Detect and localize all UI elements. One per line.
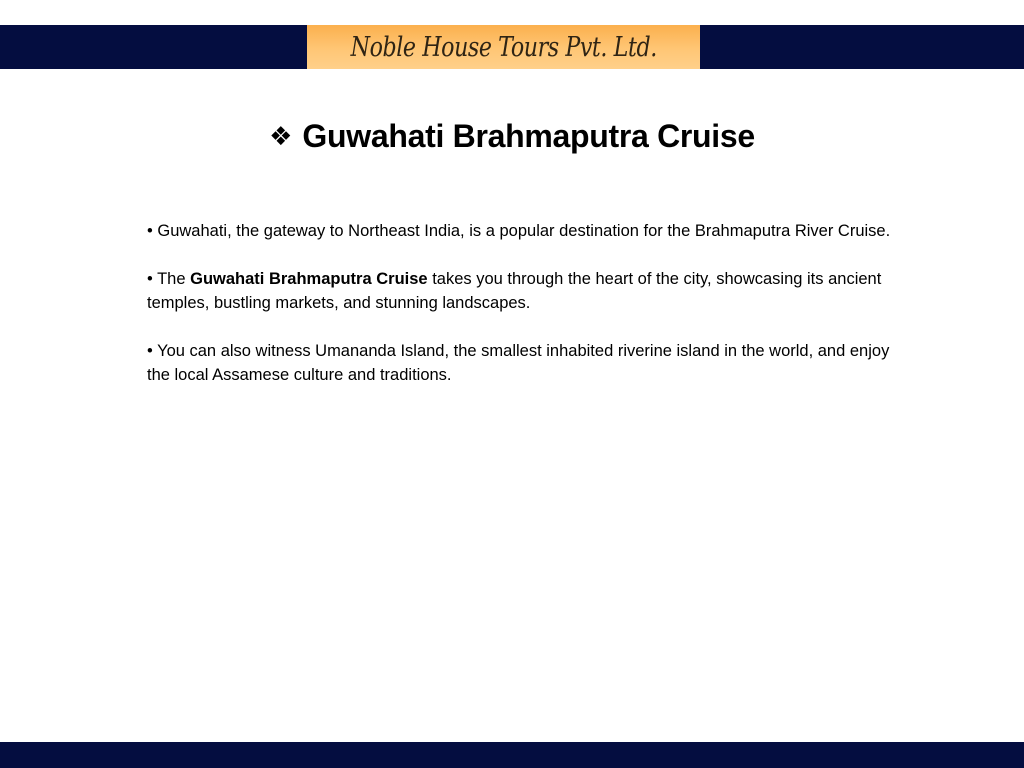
brand-name: Noble House Tours Pvt. Ltd.	[350, 31, 657, 63]
bullet-marker: •	[147, 342, 153, 360]
brand-logo	[307, 25, 700, 69]
slide-title-row	[0, 118, 1024, 155]
bullet-marker: •	[147, 222, 153, 240]
slide-title: Guwahati Brahmaputra Cruise	[302, 118, 755, 154]
bullet-marker: •	[147, 270, 153, 288]
bullet-text: You can also witness Umananda Island, the smallest inhabited riverine island in the world, and enjoy the local Assamese culture and traditions.	[147, 342, 890, 384]
bullet-text-before: The	[157, 270, 186, 288]
bullet-bold-text: Guwahati Brahmaputra Cruise	[190, 270, 428, 288]
bullet-item	[147, 267, 892, 315]
footer-band	[0, 742, 1024, 768]
bullet-text: Guwahati, the gateway to Northeast India, is a popular destination for the Brahmaputra River Cruise.	[157, 222, 891, 240]
bullet-item	[147, 339, 892, 387]
bullet-item	[147, 219, 892, 243]
bullet-text-after: takes you through the heart of the city, showcasing its ancient temples, bustling markets, and stunning landscapes.	[147, 270, 882, 312]
four-diamond-bullet-icon: ❖	[269, 120, 293, 151]
slide-body	[147, 219, 892, 411]
